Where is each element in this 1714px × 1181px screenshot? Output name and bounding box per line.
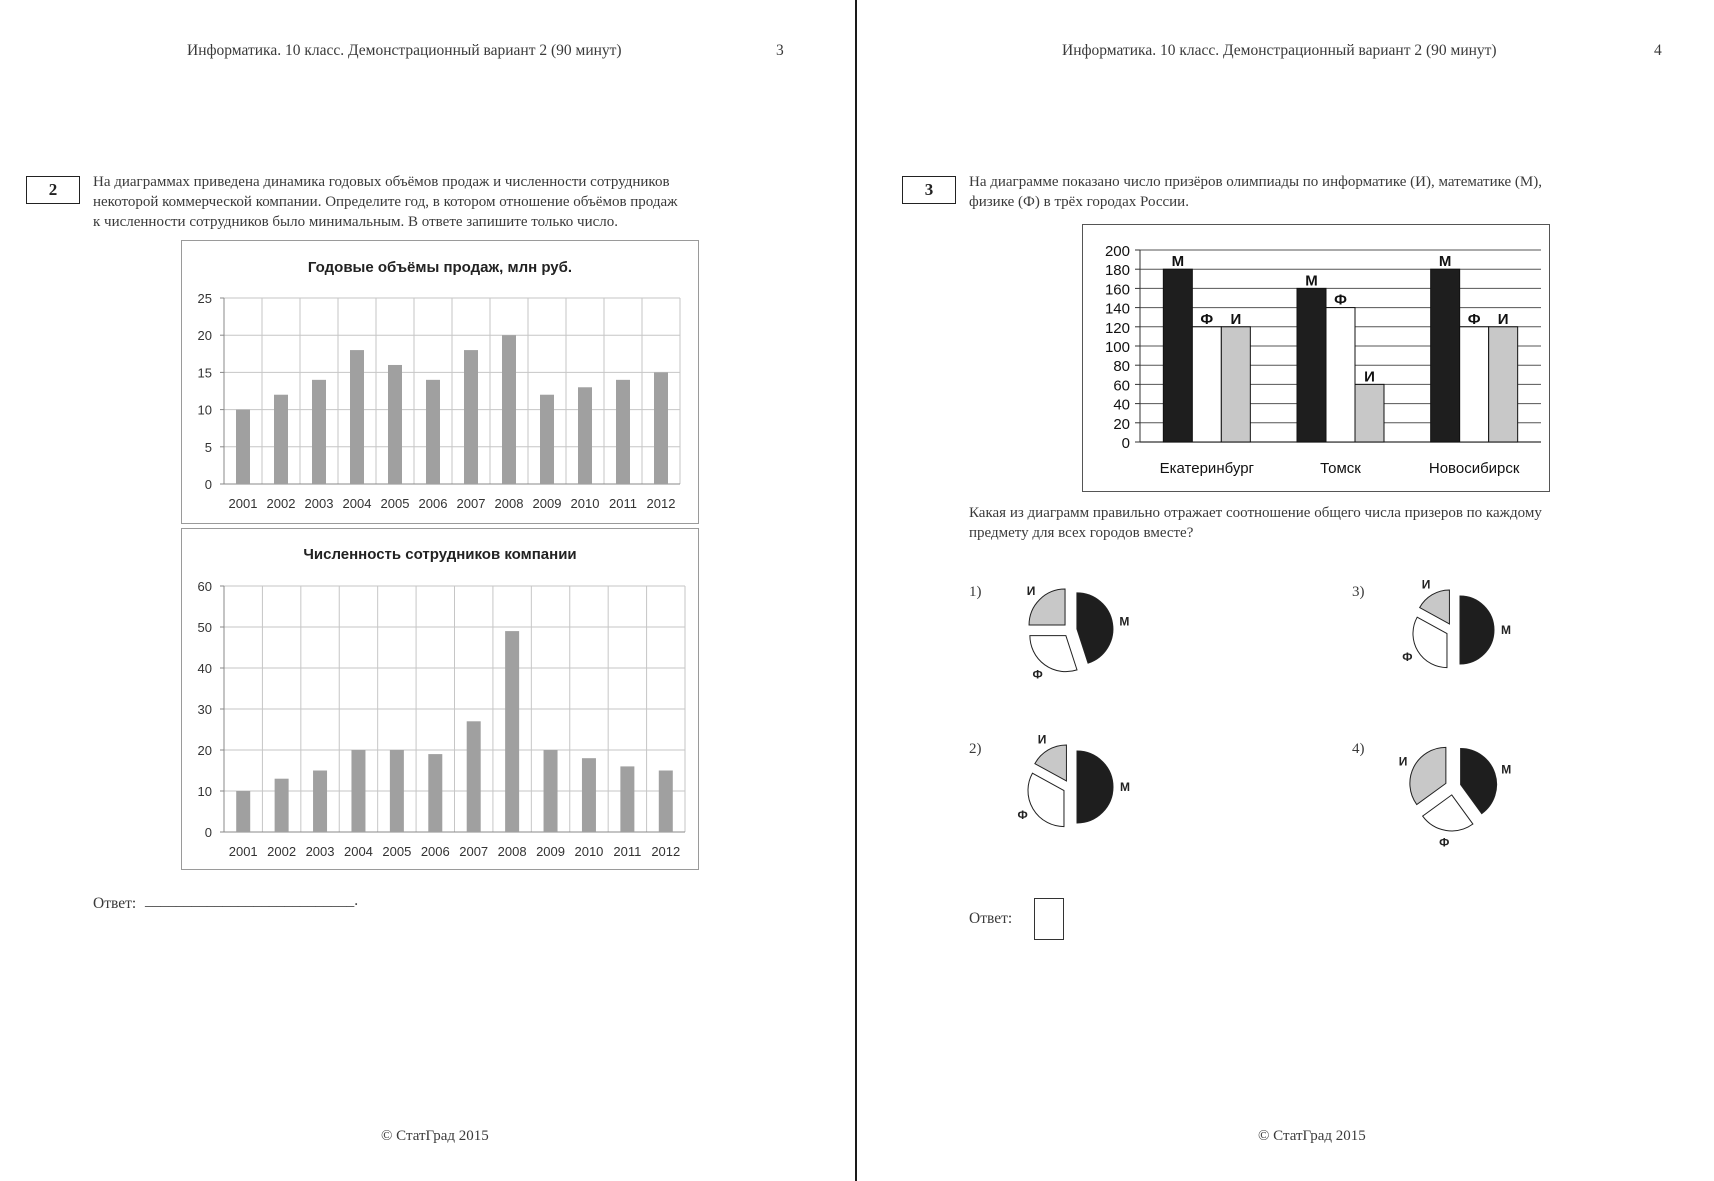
bar-label: М (1171, 253, 1185, 271)
bar (464, 350, 478, 484)
bar (616, 380, 630, 484)
x-tick-label: Новосибирск (1428, 460, 1520, 477)
y-tick-label: 0 (204, 477, 212, 492)
bar (502, 335, 516, 484)
pie-slice-label: М (1119, 614, 1130, 629)
bar (236, 791, 250, 832)
y-tick-label: 0 (1121, 435, 1130, 452)
y-tick-label: 160 (1104, 281, 1130, 299)
x-tick-label: 2007 (456, 496, 486, 511)
sales-chart (181, 240, 699, 524)
staff-chart-svg (182, 529, 698, 869)
x-tick-label: 2007 (459, 844, 489, 859)
x-tick-label: 2010 (570, 496, 600, 511)
y-tick-label: 50 (197, 620, 212, 635)
x-tick-label: 2008 (497, 844, 527, 859)
bar (659, 771, 673, 833)
pie-option-4[interactable] (1385, 722, 1525, 852)
bar (351, 750, 365, 832)
y-tick-label: 60 (1113, 377, 1130, 395)
bar (426, 380, 440, 484)
page-number: 3 (776, 42, 784, 59)
left-page (0, 0, 855, 1181)
pie-option-2[interactable] (1002, 722, 1142, 852)
bar (350, 350, 364, 484)
y-tick-label: 15 (197, 365, 212, 381)
x-tick-label: 2008 (494, 496, 524, 511)
pie-slice (1077, 593, 1113, 663)
y-tick-label: 40 (197, 661, 212, 676)
pie-slice-label: И (1398, 754, 1408, 769)
pie-slice-label: М (1120, 780, 1130, 794)
pie-option-3[interactable] (1385, 565, 1525, 695)
x-tick-label: 2010 (574, 844, 604, 859)
y-tick-label: 20 (197, 328, 212, 344)
option-label: 2) (969, 741, 982, 757)
x-tick-label: 2002 (266, 496, 296, 511)
y-tick-label: 120 (1104, 319, 1130, 337)
y-tick-label: 10 (197, 402, 212, 418)
y-tick-label: 80 (1113, 358, 1130, 376)
pie-slice-label: И (1026, 584, 1036, 599)
y-tick-label: 5 (204, 439, 212, 455)
pie-slice-label: Ф (1032, 667, 1043, 682)
bar-label: Ф (1467, 310, 1481, 328)
bar (1460, 327, 1489, 442)
bar (1326, 308, 1355, 442)
bar (505, 631, 519, 832)
pie-slice-label: Ф (1017, 807, 1028, 822)
y-tick-label: 0 (204, 825, 212, 840)
chart-title: Годовые объёмы продаж, млн руб. (307, 259, 573, 276)
pie-slice-label: Ф (1402, 649, 1413, 664)
option-label: 1) (969, 584, 982, 600)
x-tick-label: 2011 (609, 496, 637, 511)
x-tick-label: 2005 (382, 844, 412, 859)
pie-slice (1030, 636, 1077, 672)
x-tick-label: 2009 (532, 496, 562, 511)
y-tick-label: 40 (1113, 396, 1130, 414)
pie-slice-label: М (1501, 623, 1511, 637)
bar-label: И (1364, 368, 1375, 386)
pie-slice (1035, 745, 1067, 781)
bar (540, 395, 554, 484)
bar (275, 779, 289, 832)
bar (274, 395, 288, 484)
bar (582, 758, 596, 832)
x-tick-label: 2006 (420, 844, 450, 859)
bar-label: Ф (1200, 310, 1214, 328)
y-tick-label: 200 (1104, 243, 1130, 260)
x-tick-label: 2002 (267, 844, 297, 859)
question-number: 2 (26, 176, 80, 204)
pie-slice (1077, 751, 1113, 823)
question-text-line: На диаграммах приведена динамика годовых объёмов продаж и численности сотрудников (93, 174, 670, 190)
y-tick-label: 25 (197, 291, 212, 306)
sales-chart-svg (182, 241, 698, 523)
x-tick-label: Екатеринбург (1159, 460, 1255, 477)
option-label: 4) (1352, 741, 1365, 757)
x-tick-label: 2001 (228, 844, 258, 859)
bar (654, 372, 668, 484)
pie-slice (1413, 617, 1447, 667)
bar (1163, 269, 1192, 442)
y-tick-label: 60 (197, 579, 212, 594)
x-tick-label: 2011 (613, 844, 642, 859)
prompt-text-line: предмету для всех городов вместе? (969, 525, 1194, 541)
x-tick-label: 2001 (228, 496, 258, 511)
option-label: 3) (1352, 584, 1365, 600)
y-tick-label: 10 (197, 784, 212, 799)
x-tick-label: 2009 (536, 844, 566, 859)
x-tick-label: 2012 (651, 844, 681, 859)
answer-label: Ответ: (969, 910, 1013, 927)
prompt-text-line: Какая из диаграмм правильно отражает соотношение общего числа призеров по каждому (969, 505, 1542, 521)
y-tick-label: 30 (197, 702, 212, 717)
bar (1355, 384, 1384, 442)
bar (620, 766, 634, 832)
pie-slice (1028, 773, 1064, 826)
bar-label: И (1230, 310, 1242, 328)
bar (544, 750, 558, 832)
pie-slice-label: Ф (1439, 835, 1450, 850)
bar (1489, 327, 1518, 442)
pie-slice-label: М (1501, 762, 1512, 777)
bar (390, 750, 404, 832)
pie-slice (1410, 747, 1446, 804)
page-footer: © СтатГрад 2015 (381, 1128, 489, 1144)
page-header: Информатика. 10 класс. Демонстрационный вариант 2 (90 минут) (1062, 42, 1497, 59)
x-tick-label: 2012 (646, 496, 676, 511)
x-tick-label: 2004 (343, 844, 373, 859)
bar (1221, 327, 1250, 442)
bar (388, 365, 402, 484)
pie-slice-label: И (1037, 732, 1047, 747)
right-page (857, 0, 1714, 1181)
olympiad-chart-svg (1083, 225, 1549, 491)
pie-slice (1423, 795, 1473, 831)
question-text (969, 172, 1661, 212)
y-tick-label: 20 (197, 743, 212, 758)
y-tick-label: 100 (1104, 339, 1130, 356)
bar (313, 771, 327, 833)
bar (428, 754, 442, 832)
bar-label: М (1438, 253, 1452, 271)
y-tick-label: 20 (1113, 415, 1130, 433)
x-tick-label: 2005 (380, 496, 410, 511)
bar (1431, 269, 1460, 442)
bar (1192, 327, 1221, 442)
question-text-line: На диаграмме показано число призёров олимпиады по информатике (И), математике (М), (969, 174, 1543, 190)
answer-input-line[interactable]: ___________________________. (145, 892, 359, 909)
pie-slice (1460, 596, 1494, 664)
x-tick-label: 2003 (305, 844, 335, 859)
x-tick-label: 2006 (418, 496, 448, 511)
question-text-line: к численности сотрудников было минимальным. В ответе запишите только число. (93, 214, 618, 230)
question-text-line: некоторой коммерческой компании. Определите год, в котором отношение объёмов продаж (93, 194, 678, 210)
x-tick-label: Томск (1320, 460, 1361, 477)
staff-chart (181, 528, 699, 870)
pie-slice (1420, 590, 1450, 624)
y-tick-label: 140 (1104, 300, 1130, 318)
bar-label: И (1497, 310, 1509, 328)
page-number: 4 (1654, 42, 1662, 59)
x-tick-label: 2003 (304, 496, 334, 511)
page-header: Информатика. 10 класс. Демонстрационный вариант 2 (90 минут) (187, 42, 622, 59)
bar (467, 721, 481, 832)
answer-box[interactable] (1034, 898, 1064, 940)
page-footer: © СтатГрад 2015 (1258, 1128, 1366, 1144)
pie-slice-label: И (1421, 577, 1431, 592)
question-text-line: физике (Ф) в трёх городах России. (969, 194, 1189, 210)
question-text (93, 172, 785, 232)
question-number: 3 (902, 176, 956, 204)
olympiad-chart (1082, 224, 1550, 492)
y-tick-label: 180 (1104, 262, 1130, 280)
bar-label: Ф (1334, 291, 1347, 309)
pie-option-1[interactable] (1002, 565, 1142, 695)
answer-label: Ответ: (93, 895, 137, 912)
bar-label: М (1305, 272, 1318, 290)
chart-title: Численность сотрудников компании (303, 546, 577, 563)
bar (578, 387, 592, 484)
bar (236, 410, 250, 484)
bar (312, 380, 326, 484)
prompt-text (969, 503, 1661, 543)
x-tick-label: 2004 (342, 496, 372, 511)
bar (1297, 288, 1326, 442)
pie-slice (1461, 749, 1497, 814)
